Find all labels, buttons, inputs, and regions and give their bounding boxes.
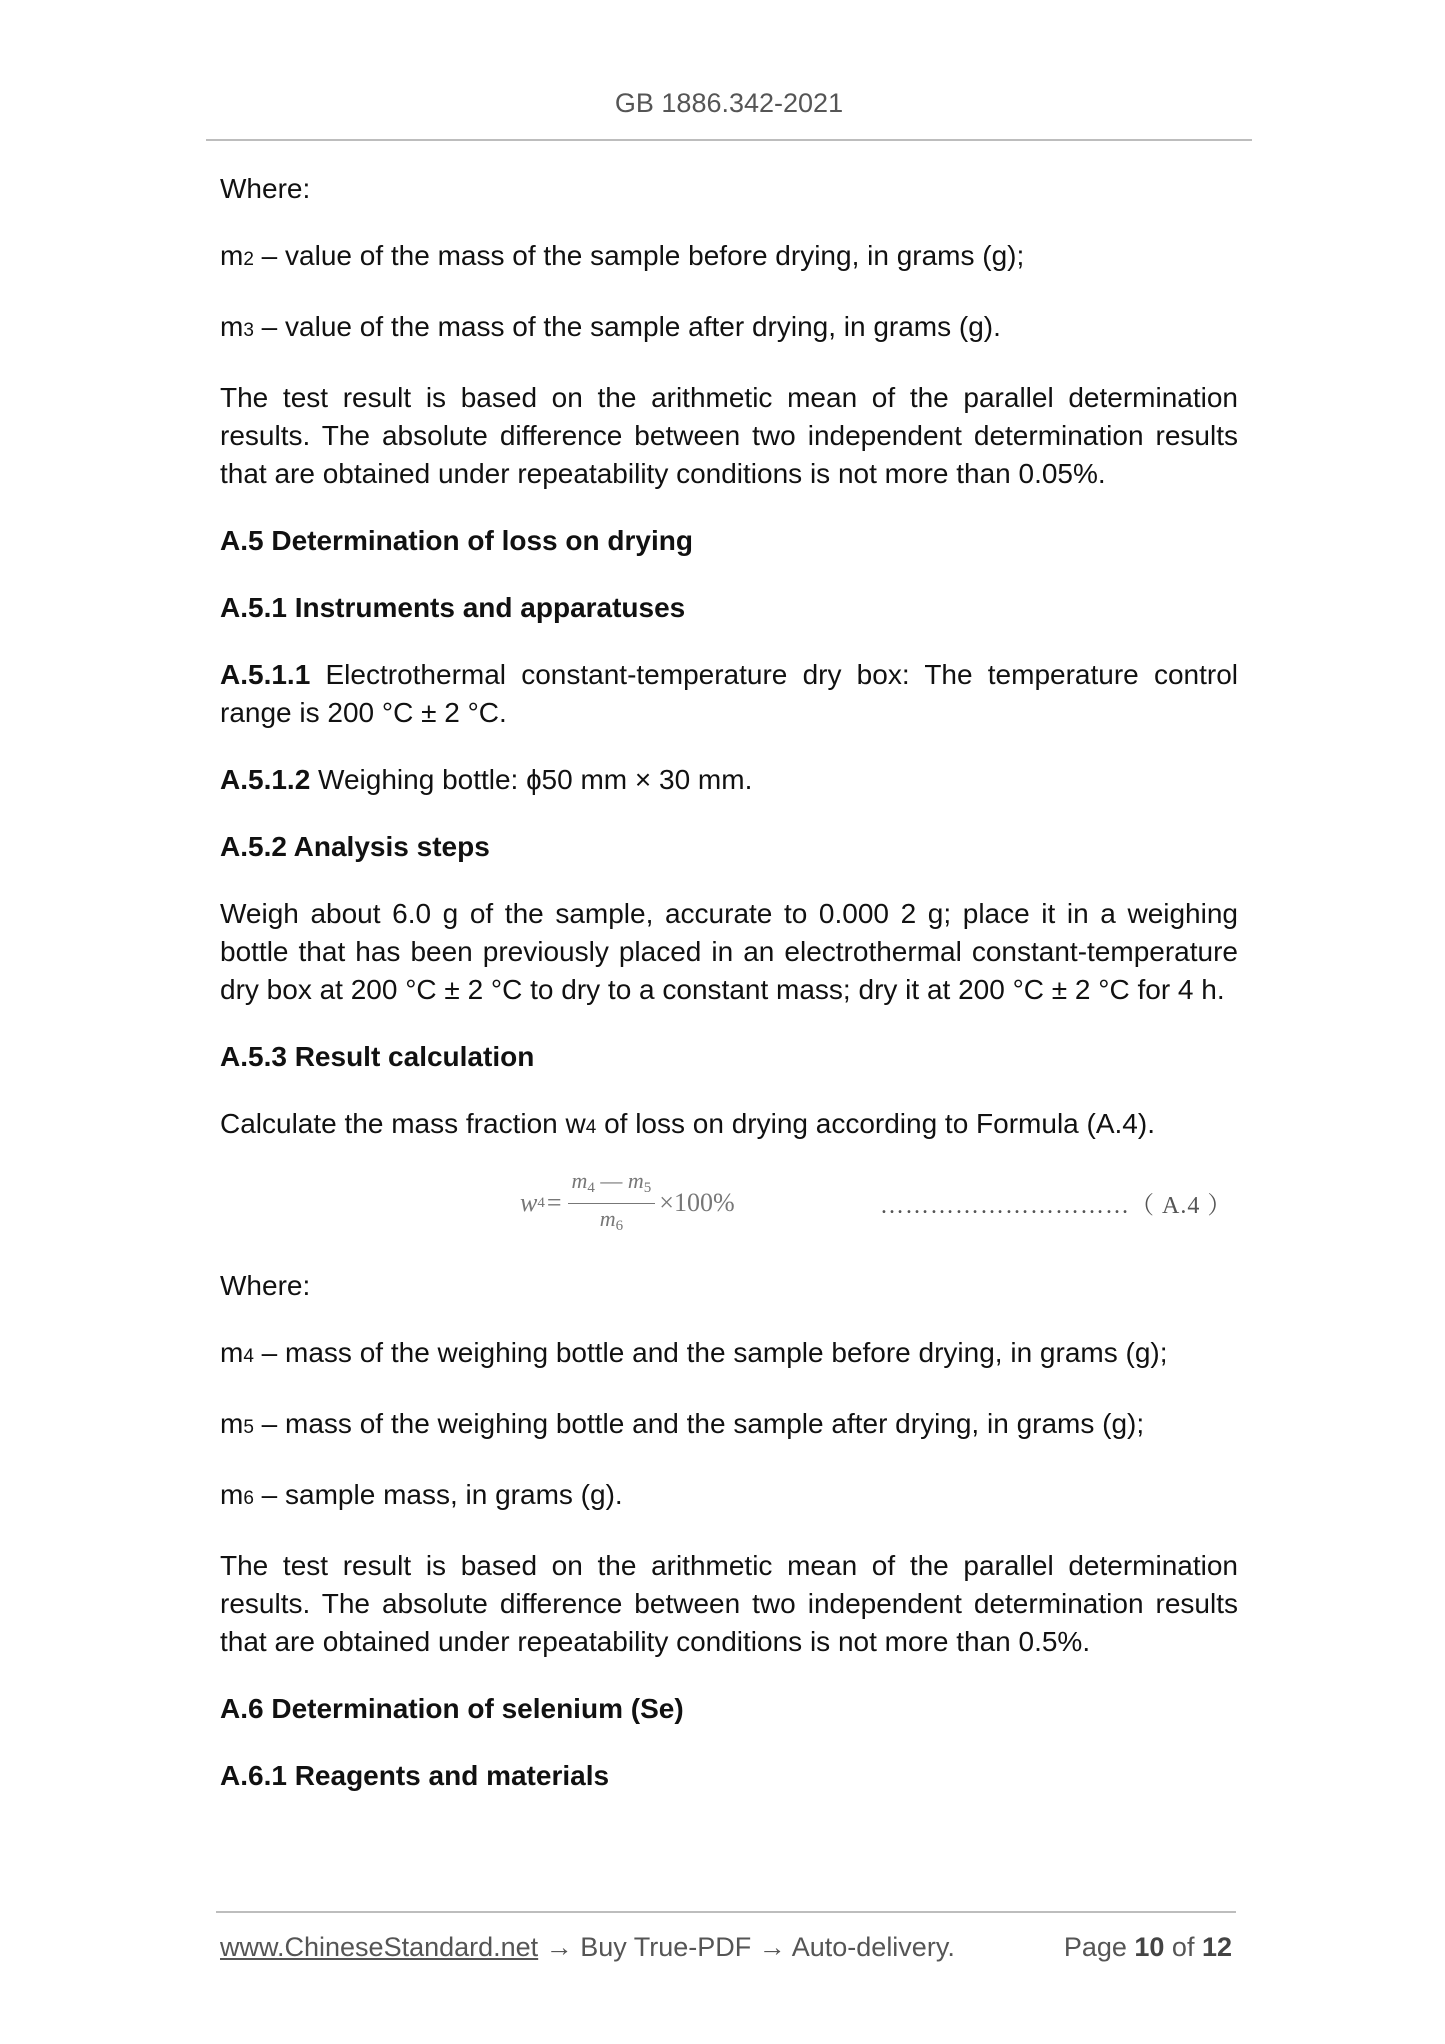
- variable-def-m5: m5 – mass of the weighing bottle and the sample after drying, in grams (g);: [220, 1408, 1145, 1439]
- clause-text: Electrothermal constant-temperature dry box: The temperature control range is 200 °C ± 2 °C.: [220, 659, 1238, 728]
- analysis-steps-paragraph: Weigh about 6.0 g of the sample, accurate to 0.000 2 g; place it in a weighing bottle that has been previously placed in an electrothermal constant-temperature dry box at 200 °C ± 2 °C to dry to a constant mass; dry it at 200 °C ± 2 °C for 4 h.: [220, 898, 1238, 1005]
- footer-tagline: → Buy True-PDF → Auto-delivery.: [538, 1932, 955, 1962]
- footer-divider: [216, 1911, 1236, 1913]
- where-label: Where:: [220, 1270, 311, 1301]
- variable-symbol: m: [220, 240, 244, 271]
- page-indicator: Page 10 of 12: [1063, 1932, 1232, 1962]
- formula-a4: [220, 1161, 1238, 1245]
- clause-a5-1-1: [220, 656, 1238, 732]
- footer-promo: [220, 1932, 955, 1963]
- document-body: [220, 170, 1238, 1795]
- variable-description: – value of the mass of the sample after drying, in grams (g).: [253, 311, 1001, 342]
- heading-a5: A.5 Determination of loss on drying: [220, 525, 693, 556]
- heading-a5-3: A.5.3 Result calculation: [220, 1041, 535, 1072]
- variable-def-m2: [220, 237, 1238, 279]
- variable-subscript: 3: [243, 320, 254, 341]
- total-pages: 12: [1201, 1932, 1232, 1962]
- variable-subscript: 2: [243, 249, 254, 270]
- variable-def-m3: [220, 308, 1238, 350]
- document-header: GB 1886.342-2021: [614, 88, 844, 118]
- clause-number: A.5.1.1: [220, 659, 311, 690]
- where-label: Where:: [220, 173, 311, 204]
- result-paragraph: The test result is based on the arithmetic mean of the parallel determination results. The absolute difference between two independent determination results that are obtained under repeatability conditions is not more than 0.5%.: [220, 1550, 1238, 1657]
- heading-a5-1: A.5.1 Instruments and apparatuses: [220, 592, 686, 623]
- formula-numerator: m4 — m5: [568, 1166, 656, 1204]
- header-divider: [206, 139, 1252, 141]
- variable-description: – value of the mass of the sample before drying, in grams (g);: [253, 240, 1025, 271]
- clause-a5-1-2: [220, 761, 1238, 799]
- variable-def-m4: m4 – mass of the weighing bottle and the sample before drying, in grams (g);: [220, 1337, 1168, 1368]
- formula-denominator: m6: [599, 1205, 624, 1234]
- formula-number: …………………………（ A.4 ）: [880, 1193, 1233, 1219]
- heading-a6-1: A.6.1 Reagents and materials: [220, 1760, 610, 1791]
- formula-expression: w 4 = $\frac{m4 — m5}{m6}$ ×100%: [520, 1161, 735, 1245]
- formula-fraction: [568, 1166, 656, 1241]
- variable-symbol: m: [220, 311, 244, 342]
- variable-def-m6: m6 – sample mass, in grams (g).: [220, 1479, 623, 1510]
- clause-text: Weighing bottle: ɸ50 mm × 30 mm.: [310, 764, 753, 795]
- website-link[interactable]: www.ChineseStandard.net: [220, 1932, 539, 1962]
- heading-a6: A.6 Determination of selenium (Se): [220, 1693, 684, 1724]
- current-page: 10: [1134, 1932, 1165, 1962]
- calculation-intro: Calculate the mass fraction w4 of loss on drying according to Formula (A.4).: [220, 1108, 1155, 1139]
- result-paragraph: The test result is based on the arithmetic mean of the parallel determination results. The absolute difference between two independent determination results that are obtained under repeatability conditions is not more than 0.05%.: [220, 382, 1238, 489]
- heading-a5-2: A.5.2 Analysis steps: [220, 831, 490, 862]
- clause-number: A.5.1.2: [220, 764, 311, 795]
